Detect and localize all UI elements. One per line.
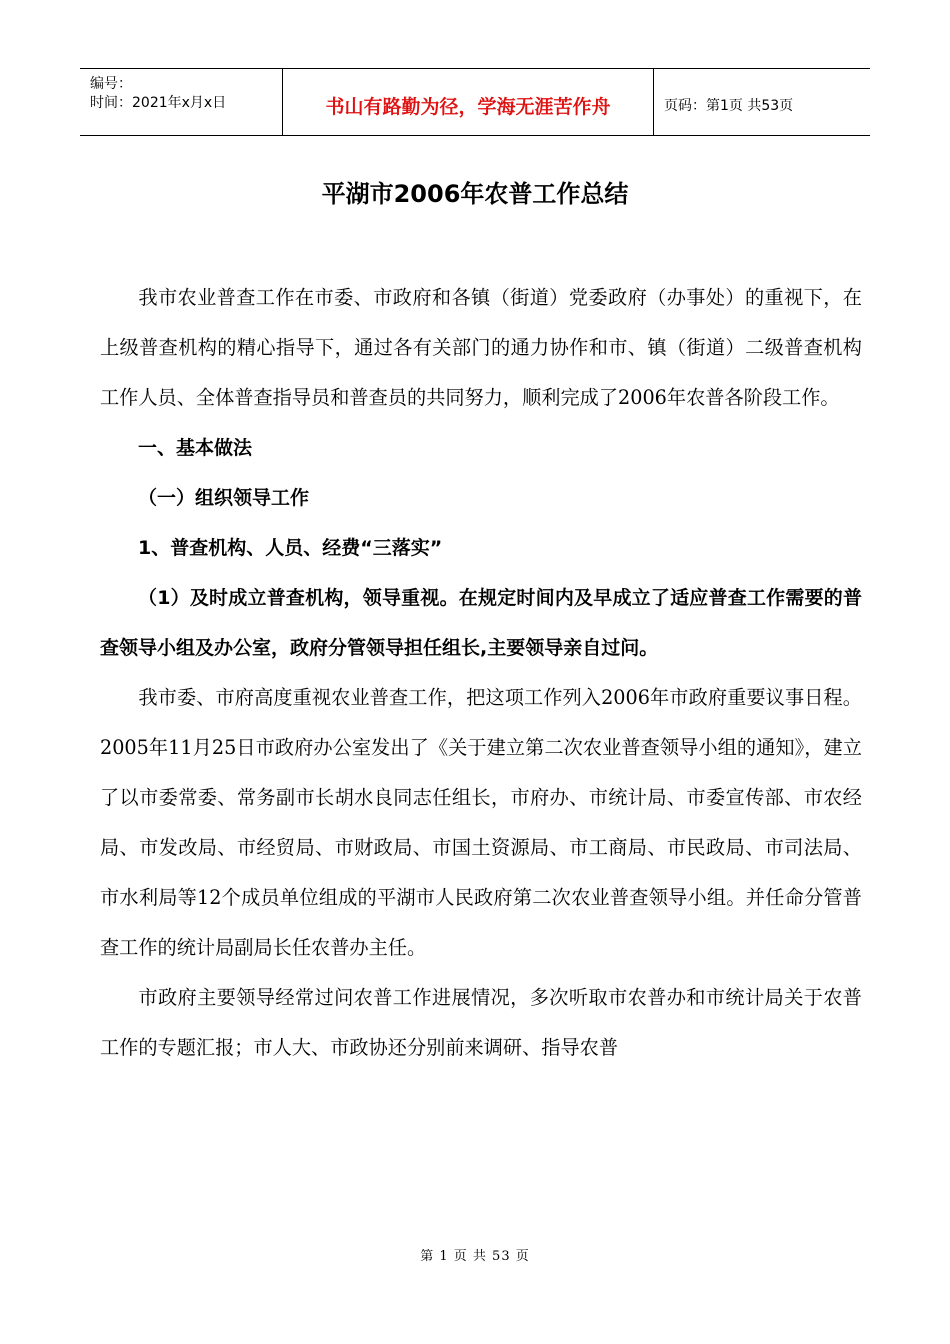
page-footer: 第 1 页 共 53 页 (420, 1249, 530, 1264)
document-title: 平湖市2006年农普工作总结 (321, 180, 629, 208)
item-heading-1: 1、普查机构、人员、经费“三落实” (138, 537, 443, 559)
paragraph-body-1: 我市委、市府高度重视农业普查工作，把这项工作列入2006年市政府重要议事日程。2005年11月25日市政府办公室发出了《关于建立第二次农业普查领导小组的通知》，建立了以市委常委、常务副市长胡水良同志任组长，市府办、市统计局、市委宣传部、市农经局、市发改局、市经贸局、市财政局、市国土资源局、市工商局、市民政局、市司法局、市水利局等12个成员单位组成的平湖市人民政府第二次农业普查领导小组。并任命分管普查工作的统计局副局长任农普办主任。 (100, 686, 862, 959)
subsection-heading-1: （一）组织领导工作 (138, 487, 310, 509)
date-label: 时间：2021年x月x日 (90, 95, 227, 111)
paragraph-intro: 我市农业普查工作在市委、市政府和各镇（街道）党委政府（办事处）的重视下，在上级普查机构的精心指导下，通过各有关部门的通力协作和市、镇（街道）二级普查机构工作人员、全体普查指导员和普查员的共同努力，顺利完成了2006年农普各阶段工作。 (100, 286, 862, 409)
number-label: 编号： (90, 76, 132, 92)
paragraph-bold-point: （1）及时成立普查机构，领导重视。在规定时间内及早成立了适应普查工作需要的普查领导小组及办公室，政府分管领导担任组长,主要领导亲自过问。 (100, 587, 862, 659)
paragraph-body-2: 市政府主要领导经常过问农普工作进展情况，多次听取市农普办和市统计局关于农普工作的专题汇报；市人大、市政协还分别前来调研、指导农普 (100, 986, 862, 1059)
header-page-info: 页码：第1页 共53页 (664, 98, 794, 114)
document-body (100, 273, 862, 1073)
section-heading-1: 一、基本做法 (138, 437, 253, 459)
header-motto: 书山有路勤为径，学海无涯苦作舟 (282, 69, 654, 135)
header-meta (80, 69, 282, 135)
document-header (80, 68, 870, 136)
